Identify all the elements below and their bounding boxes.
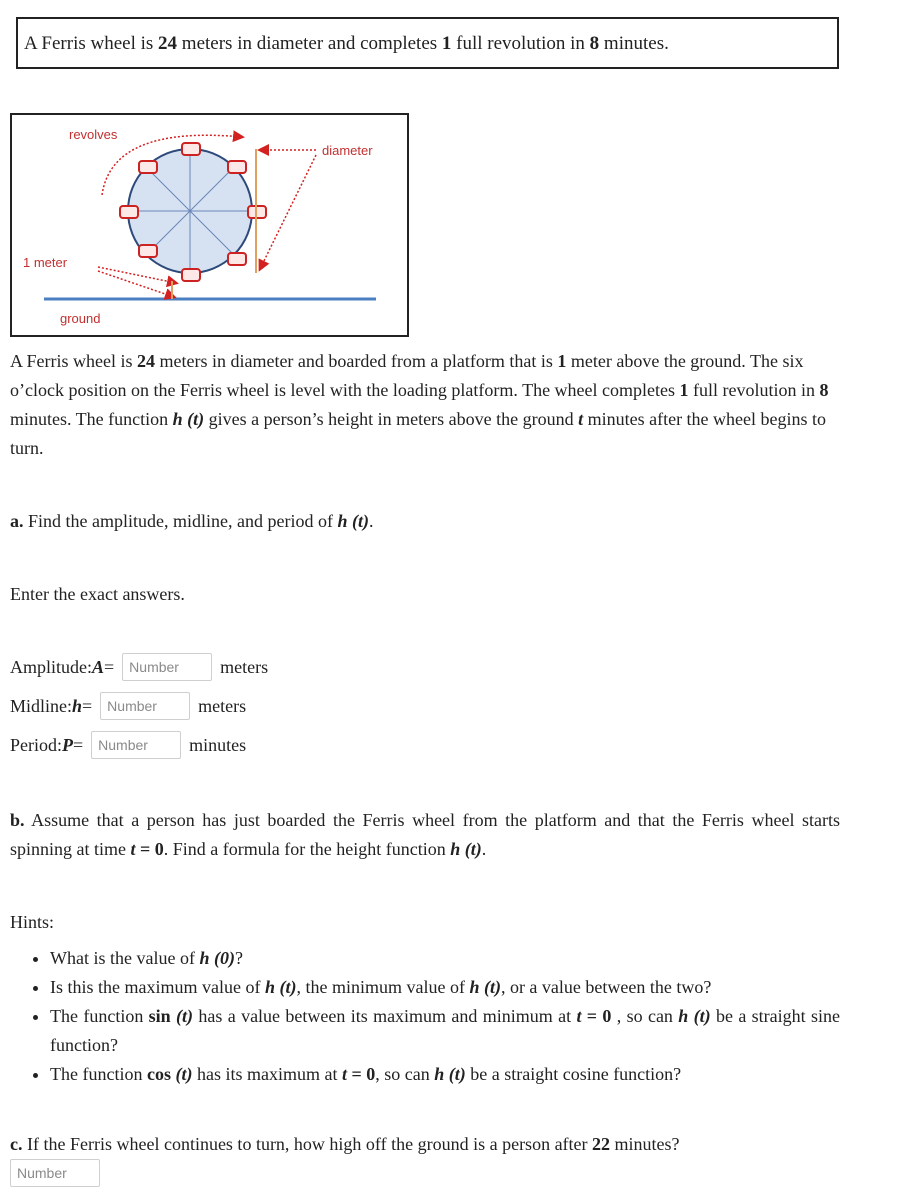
hint-item: • The function sin (t) has a value between its maximum and minimum at t = 0 , so can h (t) be a straight sine function?: [50, 1002, 840, 1060]
period-input[interactable]: [91, 731, 181, 759]
ferris-wheel-figure: [10, 113, 409, 337]
amplitude-row: Amplitude: A = Number meters: [10, 652, 268, 682]
part-a-question: a. Find the amplitude, midline, and period of h (t).: [10, 511, 374, 531]
meter-arrow-bottom: [98, 271, 174, 297]
problem-description: A Ferris wheel is 24 meters in diameter and boarded from a platform that is 1 meter above the ground. The six o’clock position on the Ferris wheel is level with the loading platform. The wheel completes 1 full revolution in 8 minutes. The function h (t) gives a person’s height in meters above the ground t minutes after the wheel begins to turn.: [10, 351, 829, 458]
hint-item: • The function cos (t) has its maximum at t = 0, so can h (t) be a straight cosine function?: [50, 1060, 840, 1089]
period-row: Period: P = Number minutes: [10, 730, 246, 760]
midline-row: Midline: h = Number meters: [10, 691, 246, 721]
part-c-question: c. If the Ferris wheel continues to turn, how high off the ground is a person after 22 minutes?: [10, 1134, 680, 1154]
part-b-question: b. Assume that a person has just boarded the Ferris wheel from the platform and that the Ferris wheel starts spinning at time t = 0. Find a formula for the height function h (t).: [10, 810, 840, 859]
intro-box: A Ferris wheel is 24 meters in diameter and completes 1 full revolution in 8 minutes.: [16, 17, 839, 69]
hint-item: • Is this the maximum value of h (t), the minimum value of h (t), or a value between the two?: [50, 973, 840, 1002]
midline-input[interactable]: [100, 692, 190, 720]
part-a-instruction: Enter the exact answers.: [10, 584, 185, 604]
ground-label: ground: [60, 311, 101, 326]
diameter-arrow-bottom: [260, 155, 316, 269]
diameter-label: diameter: [322, 143, 373, 158]
amplitude-input[interactable]: [122, 653, 212, 681]
height-after-22-input[interactable]: [10, 1159, 100, 1187]
hint-item: • What is the value of h (0)?: [50, 944, 840, 973]
ferris-wheel-diagram: [12, 115, 407, 335]
one-meter-label: 1 meter: [23, 255, 68, 270]
hints-title: Hints:: [10, 912, 55, 932]
hints-list: [10, 944, 840, 1089]
revolves-label: revolves: [69, 127, 118, 142]
